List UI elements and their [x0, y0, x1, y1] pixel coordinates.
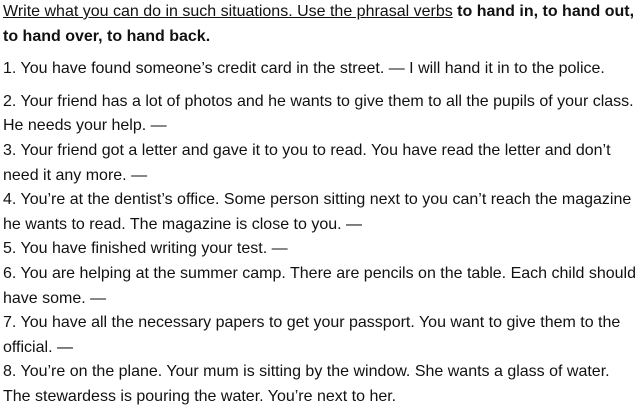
spacer — [3, 49, 637, 57]
exercise-item-6: 6. You are helping at the summer camp. There are pencils on the table. Each child should have some. — — [3, 264, 636, 307]
exercise-item-5: 5. You have finished writing your test. — — [3, 240, 288, 258]
exercise-item-3: 3. Your friend got a letter and gave it to you to read. You have read the letter and don’t need it any more. — — [3, 141, 611, 184]
spacer — [3, 82, 637, 90]
instruction-text: Write what you can do in such situations. Use the phrasal verbs — [3, 3, 453, 20]
exercise-item-8: 8. You’re on the plane. Your mum is sitting by the window. She wants a glass of water. The stewardess is pouring the water. You’re next to her. — [3, 363, 610, 405]
instruction — [3, 0, 637, 49]
exercise-item-4: 4. You’re at the dentist’s office. Some person sitting next to you can’t reach the magazine he wants to read. The magazine is close to you. — — [3, 191, 632, 233]
exercise-item-2: 2. Your friend has a lot of photos and he wants to give them to all the pupils of your class. He needs your help. — — [3, 92, 634, 135]
phrasal-verbs-list: to hand in, to hand out, to hand over, to hand back. — [3, 3, 635, 45]
exercise-item-1: 1. You have found someone’s credit card in the street. — I will hand it in to the police. — [3, 60, 605, 78]
exercise-item-7: 7. You have all the necessary papers to get your passport. You want to give them to the official. — — [3, 314, 621, 356]
exercise-document — [3, 0, 637, 410]
